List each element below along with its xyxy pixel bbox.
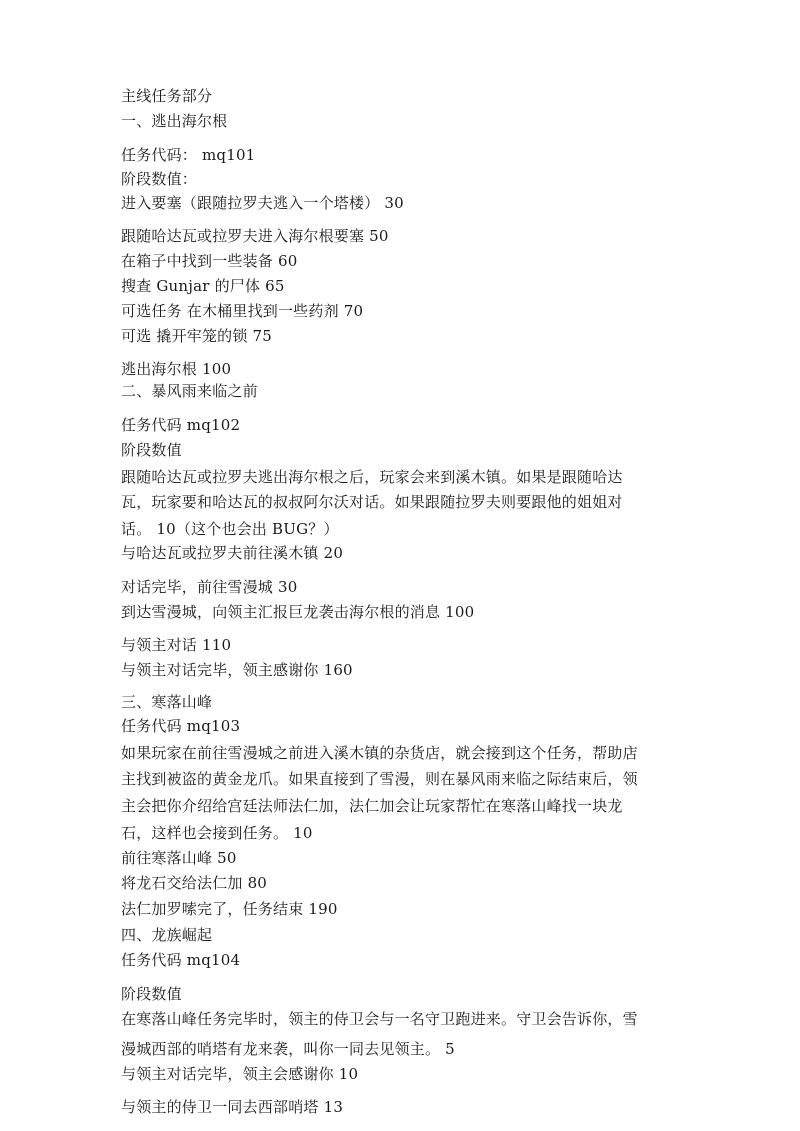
stage-line: 与领主的侍卫一同去西部哨塔 13: [121, 1098, 344, 1116]
paragraph-line: 主会把你介绍给宫廷法师法仁加，法仁加会让玩家帮忙在寒落山峰找一块龙: [121, 797, 623, 815]
stage-line: 与领主对话完毕，领主会感谢你 10: [121, 1065, 359, 1083]
stage-line: 进入要塞（跟随拉罗夫逃入一个塔楼） 30: [121, 194, 404, 212]
stage-line: 与哈达瓦或拉罗夫前往溪木镇 20: [121, 544, 344, 562]
paragraph-line: 瓦，玩家要和哈达瓦的叔叔阿尔沃对话。如果跟随拉罗夫则要跟他的姐姐对: [121, 493, 623, 511]
section-heading-1: 一、逃出海尔根: [121, 112, 228, 130]
stage-label: 阶段数值: [121, 985, 182, 1003]
stage-line: 可选 撬开牢笼的锁 75: [121, 327, 273, 345]
stage-line: 搜查 Gunjar 的尸体 65: [121, 277, 285, 295]
paragraph-line: 主找到被盗的黄金龙爪。如果直接到了雪漫，则在暴风雨来临之际结束后，领: [121, 770, 638, 788]
paragraph-line: 在寒落山峰任务完毕时，领主的侍卫会与一名守卫跑进来。守卫会告诉你，雪: [121, 1010, 638, 1028]
stage-line: 在箱子中找到一些装备 60: [121, 252, 298, 270]
stage-line: 与领主对话完毕，领主感谢你 160: [121, 661, 353, 679]
stage-line: 将龙石交给法仁加 80: [121, 874, 268, 892]
section-heading-2: 二、暴风雨来临之前: [121, 382, 258, 400]
paragraph-line: 漫城西部的哨塔有龙来袭，叫你一同去见领主。 5: [121, 1040, 455, 1058]
paragraph-line: 石，这样也会接到任务。 10: [121, 824, 313, 842]
paragraph-line: 跟随哈达瓦或拉罗夫逃出海尔根之后，玩家会来到溪木镇。如果是跟随哈达: [121, 468, 623, 486]
stage-line: 跟随哈达瓦或拉罗夫进入海尔根要塞 50: [121, 227, 389, 245]
stage-line: 前往寒落山峰 50: [121, 849, 237, 867]
stage-line: 法仁加罗嗦完了，任务结束 190: [121, 900, 338, 918]
stage-line: 到达雪漫城，向领主汇报巨龙袭击海尔根的消息 100: [121, 603, 475, 621]
paragraph-line: 如果玩家在前往雪漫城之前进入溪木镇的杂货店，就会接到这个任务，帮助店: [121, 744, 638, 762]
stage-line: 与领主对话 110: [121, 636, 232, 654]
section-heading-3: 三、寒落山峰: [121, 693, 213, 711]
stage-label: 阶段数值：: [121, 170, 198, 188]
quest-code: 任务代码 mq104: [121, 951, 241, 969]
stage-line: 可选任务 在木桶里找到一些药剂 70: [121, 302, 364, 320]
section-heading-4: 四、龙族崛起: [121, 926, 213, 944]
quest-code: 任务代码 mq102: [121, 416, 241, 434]
doc-title: 主线任务部分: [121, 87, 213, 105]
paragraph-line: 话。 10（这个也会出 BUG？）: [121, 520, 339, 538]
stage-line: 对话完毕，前往雪漫城 30: [121, 578, 298, 596]
stage-label: 阶段数值: [121, 441, 182, 459]
quest-code: 任务代码 mq103: [121, 717, 241, 735]
quest-code: 任务代码： mq101: [121, 146, 256, 164]
stage-line: 逃出海尔根 100: [121, 360, 232, 378]
